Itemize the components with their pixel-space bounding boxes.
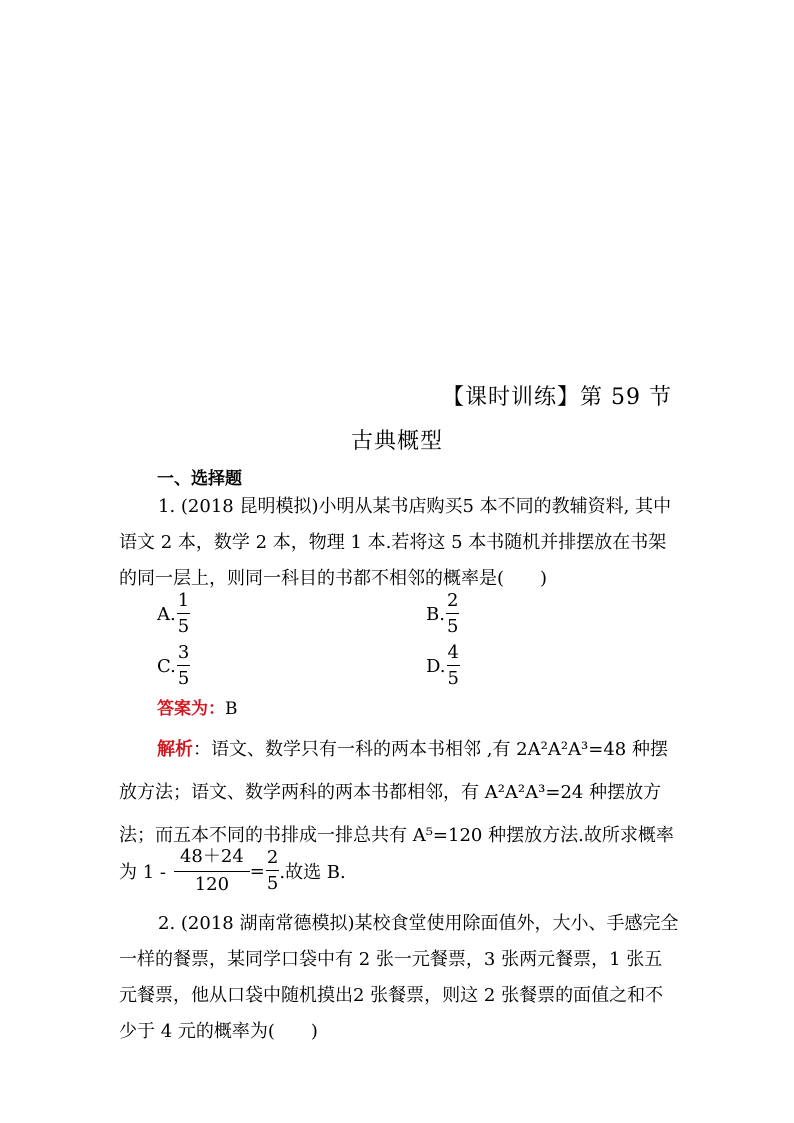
- option-d: [426, 644, 460, 688]
- analysis-label: 解析: [157, 739, 193, 760]
- fraction-denominator: 5: [177, 668, 190, 689]
- fraction-numerator: 1: [177, 592, 190, 614]
- equals-sign: =: [249, 860, 265, 882]
- answer-line: [157, 694, 238, 719]
- analysis-final-line: [119, 848, 346, 894]
- option-b: [426, 592, 459, 636]
- answer-value: B: [225, 699, 238, 719]
- fraction-denominator: 5: [446, 616, 459, 637]
- fraction: [177, 644, 190, 688]
- option-c: [157, 644, 190, 688]
- fraction-numerator: 2: [446, 592, 459, 614]
- option-letter: C.: [157, 655, 176, 677]
- fraction-numerator: 4: [447, 644, 460, 666]
- page-title: 古典概型: [350, 429, 443, 454]
- fraction-denominator: 5: [447, 668, 459, 689]
- fraction: [266, 849, 279, 893]
- question-1-text: 1. (2018 昆明模拟)小明从某书店购买5 本不同的教辅资料, 其中语文 2 本，数学 2 本，物理 1 本.若将这 5 本书随机并排摆放在书架的同一层上，则同一科目的书都不相邻的概率是( ): [119, 496, 672, 589]
- option-letter: D.: [426, 655, 446, 677]
- analysis-text: ：语文、数学只有一科的两本书相邻 ,有 2A²A²A³=48 种摆放方法；语文、数学两科的两本书都相邻，有 A²A²A³=24 种摆放方法；而五本不同的书排成一排总共有 A⁵=120 种摆放方法.故所求概率: [119, 739, 674, 846]
- fraction-denominator: 120: [194, 874, 230, 895]
- fraction-denominator: 5: [266, 873, 279, 894]
- fraction-numerator: 3: [177, 644, 190, 666]
- final-prefix: 为 1 -: [119, 862, 166, 883]
- lesson-header: 【课时训练】第 59 节: [442, 385, 672, 410]
- option-letter: A.: [157, 603, 176, 625]
- final-suffix: .故选 B.: [279, 862, 346, 883]
- option-a: [157, 592, 190, 636]
- fraction: [174, 848, 250, 894]
- fraction: [447, 644, 460, 688]
- answer-label: 答案为：: [157, 699, 225, 719]
- option-letter: B.: [426, 603, 445, 625]
- fraction-numerator: 48＋24: [174, 848, 250, 872]
- fraction-numerator: 2: [266, 849, 279, 871]
- section-heading: 一、选择题: [157, 469, 242, 489]
- question-2-text: 2. (2018 湖南常德模拟)某校食堂使用除面值外，大小、手感完全一样的餐票，某同学口袋中有 2 张一元餐票，3 张两元餐票，1 张五元餐票，他从口袋中随机摸出2 张餐票，则这 2 张餐票的面值之和不少于 4 元的概率为( ): [119, 913, 679, 1042]
- analysis-block: [119, 728, 679, 857]
- fraction: [177, 592, 190, 636]
- fraction-denominator: 5: [177, 616, 190, 637]
- fraction: [446, 592, 459, 636]
